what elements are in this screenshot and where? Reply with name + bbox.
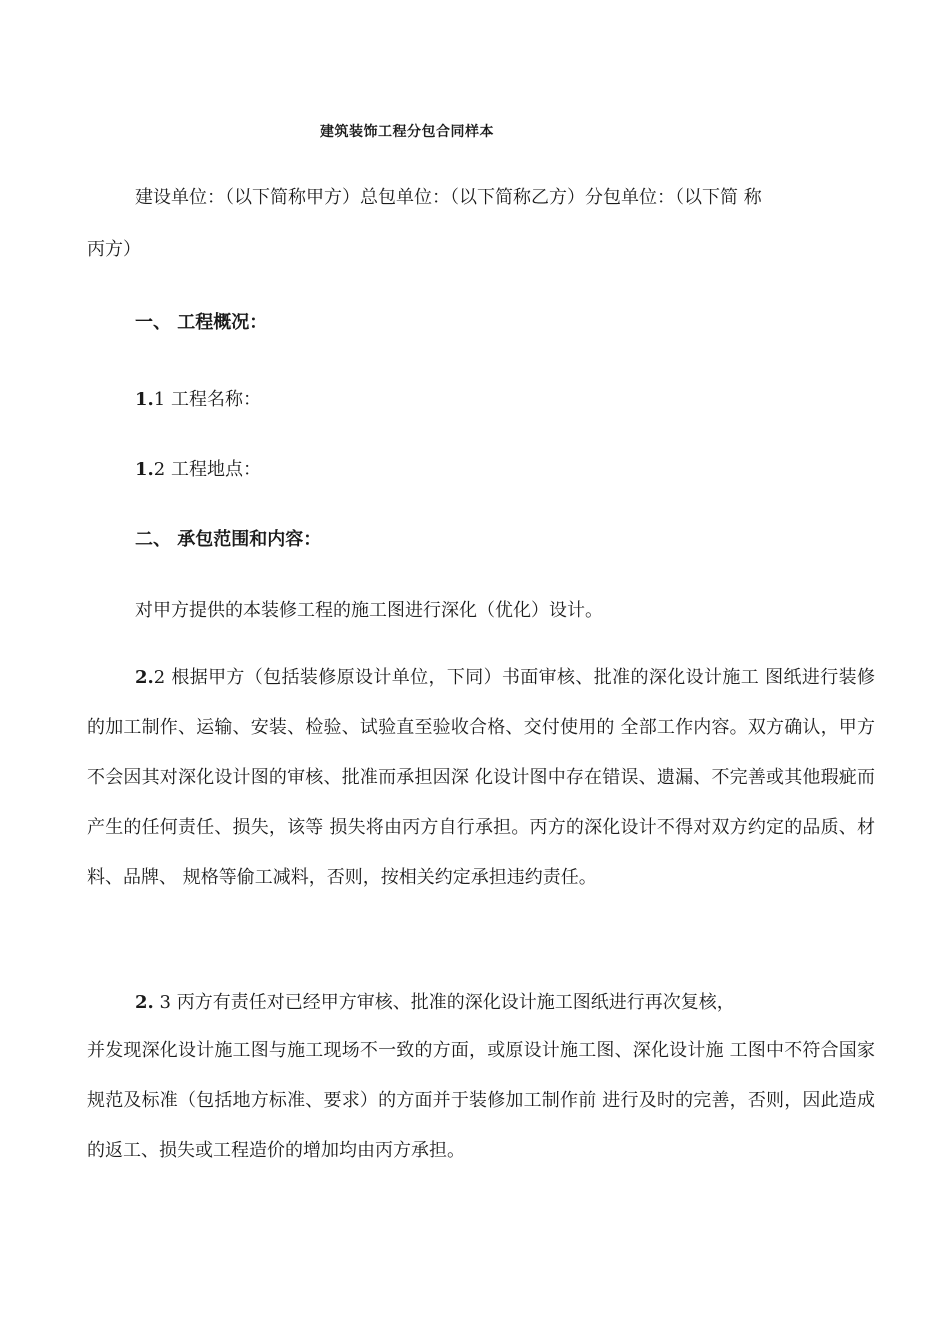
document-title: 建筑装饰工程分包合同样本 [320, 124, 494, 140]
item-2-3-first-line [135, 988, 735, 1014]
item-1-1-number: 1. [135, 389, 154, 410]
item-2-3-line-1: 3 丙方有责任对已经甲方审核、批准的深化设计施工图纸进行再次复核， [153, 992, 735, 1013]
section-2-heading: 二、 承包范围和内容： [135, 529, 322, 550]
item-1-1-text: 1 工程名称： [153, 389, 261, 410]
item-2-2-number: 2. [135, 667, 154, 688]
item-2-3-paragraph: 并发现深化设计施工图与施工现场不一致的方面，或原设计施工图、深化设计施 工图中不符合国家规范及标准（包括地方标准、要求）的方面并于装修加工制作前 进行及时的完善，否则，因此造成的返工、损失或工程造价的增加均由丙方承担。 [87, 1040, 875, 1161]
item-2-3-number: 2. [135, 992, 154, 1013]
item-2-1: 对甲方提供的本装修工程的施工图进行深化（优化）设计。 [135, 600, 603, 621]
item-2-2-paragraph [87, 653, 875, 903]
parties-line-2: 丙方） [87, 239, 141, 260]
item-1-1 [135, 385, 261, 411]
item-1-2-number: 1. [135, 459, 154, 480]
parties-line-1: 建设单位：（以下简称甲方）总包单位：（以下简称乙方）分包单位：（以下简 称 [135, 187, 762, 208]
section-1-heading: 一、 工程概况： [135, 312, 268, 333]
item-1-2-text: 2 工程地点： [153, 459, 261, 480]
item-2-2-text: 2 根据甲方（包括装修原设计单位，下同）书面审核、批准的深化设计施工 图纸进行装修的加工制作、运输、安装、检验、试验直至验收合格、交付使用的 全部工作内容。双方确认，甲方不会因其对深化设计图的审核、批准而承担因深 化设计图中存在错误、遗漏、不完善或其他瑕疵而产生的任何责任、损失，该等 损失将由丙方自行承担。丙方的深化设计不得对双方约定的品质、材料、品牌、 规格等偷工减料，否则，按相关约定承担违约责任。 [87, 667, 875, 888]
item-1-2 [135, 455, 261, 481]
